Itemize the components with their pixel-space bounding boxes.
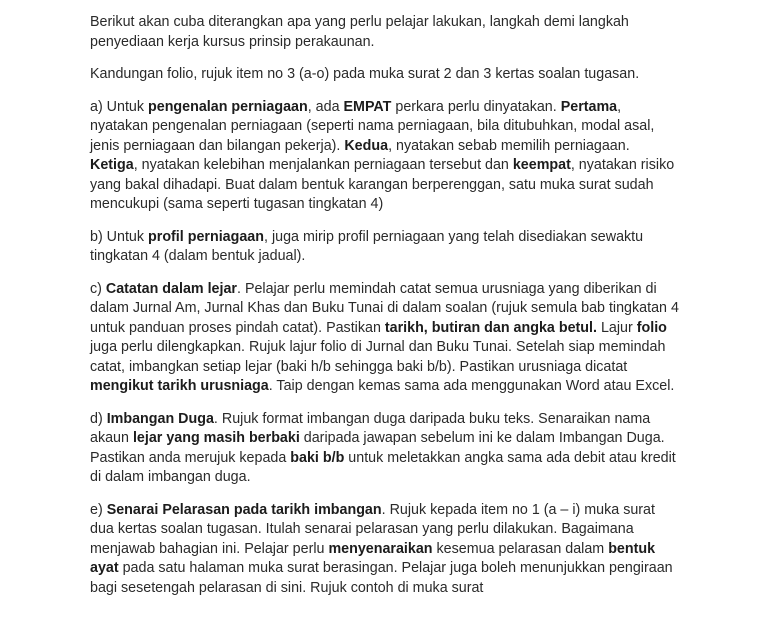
section-c-text: Lajur bbox=[596, 319, 637, 336]
document-page bbox=[90, 13, 680, 611]
section-e-text: pada satu halaman muka surat berasingan. Pelajar juga boleh menunjukkan pengiraan bagi sesetengah pelarasan di sini. Rujuk contoh di muka surat bbox=[90, 560, 673, 596]
section-b-text: b) Untuk bbox=[90, 228, 149, 245]
section-a-text: , nyatakan sebab memilih perniagaan. bbox=[388, 137, 630, 154]
section-b-paragraph bbox=[90, 228, 680, 267]
section-c-emphasis: folio bbox=[636, 319, 667, 336]
section-a-text: , ada bbox=[307, 98, 344, 115]
section-a-text: , nyatakan kelebihan menjalankan perniagaan tersebut dan bbox=[133, 157, 513, 173]
section-d-text: . Rujuk format imbangan duga daripada buku teks. Senaraikan nama akaun bbox=[90, 410, 651, 446]
section-d-text: untuk meletakkan angka sama ada debit atau kredit di dalam imbangan duga. bbox=[90, 449, 676, 485]
section-b-text: , juga mirip profil perniagaan yang telah disediakan sewaktu tingkatan 4 (dalam bentuk jadual). bbox=[90, 228, 644, 264]
section-e-paragraph bbox=[90, 501, 680, 599]
section-a-emphasis: Kedua bbox=[344, 137, 389, 154]
section-a-emphasis: EMPAT bbox=[343, 98, 392, 115]
section-d-text: daripada jawapan sebelum ini ke dalam Imbangan Duga. Pastikan anda merujuk kepada bbox=[90, 430, 665, 466]
intro-text: Berikut akan cuba diterangkan apa yang perlu pelajar lakukan, langkah demi langkah penyediaan kerja kursus prinsip perakaunan. bbox=[90, 14, 629, 50]
section-d-text: d) bbox=[90, 410, 107, 427]
intro-paragraph bbox=[90, 13, 680, 52]
section-d-emphasis: Imbangan Duga bbox=[106, 410, 214, 427]
section-a-text: a) Untuk bbox=[90, 98, 149, 115]
section-a-emphasis: Ketiga bbox=[90, 157, 134, 173]
section-e-text: kesemua pelarasan dalam bbox=[432, 540, 609, 557]
section-e-emphasis: Senarai Pelarasan pada tarikh imbangan bbox=[106, 501, 382, 518]
section-b-emphasis: profil perniagaan bbox=[148, 228, 264, 245]
section-a-emphasis: pengenalan perniagaan bbox=[148, 98, 308, 115]
section-d-paragraph bbox=[90, 410, 680, 488]
section-d-emphasis: lejar yang masih berbaki bbox=[132, 430, 300, 446]
section-c-text: . Taip dengan kemas sama ada menggunakan Word atau Excel. bbox=[268, 378, 675, 394]
section-c-paragraph bbox=[90, 280, 680, 397]
section-a-text: perkara perlu dinyatakan. bbox=[391, 98, 561, 115]
section-a-text: , nyatakan risiko yang bakal dihadapi. Buat dalam bentuk karangan berperenggan, satu muka surat sudah mencukupi (sama seperti tugasan tingkatan 4) bbox=[90, 157, 675, 212]
section-e-emphasis: menyenaraikan bbox=[328, 540, 433, 557]
section-c-emphasis: tarikh, butiran dan angka betul. bbox=[384, 319, 597, 336]
section-e-text: e) bbox=[90, 501, 107, 518]
section-c-text: . Pelajar perlu memindah catat semua urusniaga yang diberikan di dalam Jurnal Am, Jurnal Khas dan Buku Tunai di dalam soalan (rujuk semula bab tingkatan 4 untuk panduan proses pindah catat). Pastikan bbox=[90, 280, 679, 336]
section-a-text: , nyatakan pengenalan perniagaan (seperti nama perniagaan, bila ditubuhkan, modal asal, jenis perniagaan dan bilangan pekerja). bbox=[90, 98, 655, 154]
section-e-emphasis: bentuk ayat bbox=[90, 540, 656, 576]
section-a-emphasis: keempat bbox=[512, 157, 571, 173]
section-c-emphasis: mengikut tarikh urusniaga bbox=[90, 378, 269, 394]
section-d-emphasis: baki b/b bbox=[290, 449, 345, 466]
contents-paragraph bbox=[90, 65, 680, 85]
section-c-text: juga perlu dilengkapkan. Rujuk lajur folio di Jurnal dan Buku Tunai. Setelah siap memindah catat, imbangkan setiap lejar (baki h/b sehingga baki b/b). Pastikan urusniaga dicatat bbox=[90, 339, 666, 375]
contents-text: Kandungan folio, rujuk item no 3 (a-o) pada muka surat 2 dan 3 kertas soalan tugasan. bbox=[90, 66, 640, 82]
section-e-text: . Rujuk kepada item no 1 (a – i) muka surat dua kertas soalan tugasan. Itulah senarai pelarasan yang perlu dilakukan. Bagaimana menjawab bahagian ini. Pelajar perlu bbox=[90, 501, 655, 557]
section-a-emphasis: Pertama bbox=[560, 98, 618, 115]
section-c-emphasis: Catatan dalam lejar bbox=[105, 280, 237, 297]
section-a-paragraph bbox=[90, 98, 680, 215]
section-c-text: c) bbox=[90, 280, 106, 297]
